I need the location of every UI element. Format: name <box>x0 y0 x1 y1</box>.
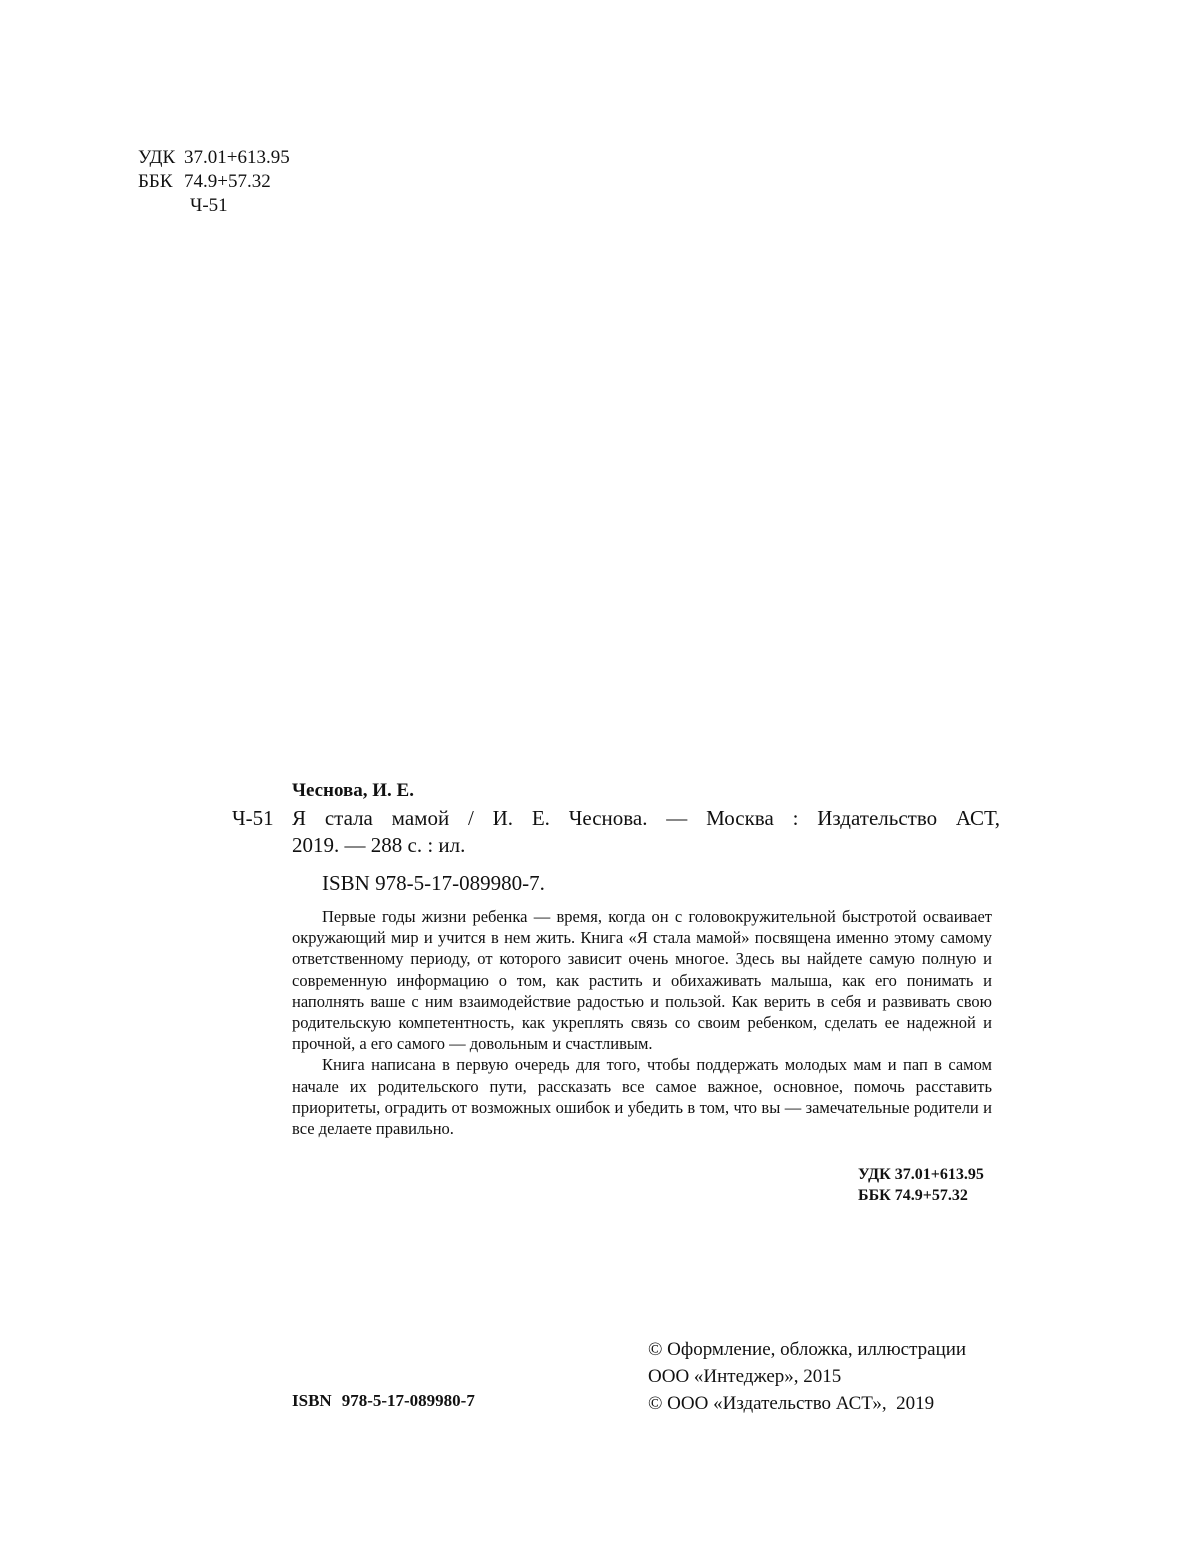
bbk-row <box>138 170 290 194</box>
bottom-udk: УДК 37.01+613.95 <box>858 1166 984 1183</box>
isbn-bottom-value: 978-5-17-089980-7 <box>341 1391 475 1410</box>
author-mark-side: Ч-51 <box>232 806 274 830</box>
udk-label: УДК <box>138 147 176 168</box>
isbn-bottom-label: ISBN <box>292 1391 332 1410</box>
isbn-bottom <box>292 1391 475 1411</box>
title-statement-line-2: 2019. — 288 с. : ил. <box>292 833 466 857</box>
top-classification-codes <box>138 146 290 218</box>
annotation <box>292 906 992 1139</box>
annotation-paragraph-2: Книга написана в первую очередь для того, чтобы поддержать молодых мам и пап в самом начале их родительского пути, рассказать все самое важное, основное, помочь расставить приоритеты, оградить от возможных ошибок и убедить в том, что вы — замечательные родители и все делаете правильно. <box>292 1055 992 1139</box>
copyright-line-3: © ООО «Издательство АСТ», 2019 <box>648 1393 935 1414</box>
title-statement-line-1: Я стала мамой / И. Е. Чеснова. — Москва : Издательство АСТ, <box>292 806 1000 830</box>
copyright-line-2: ООО «Интеджер», 2015 <box>648 1366 842 1387</box>
bbk-value: 74.9+57.32 <box>184 171 271 192</box>
author-heading: Чеснова, И. Е. <box>292 780 414 801</box>
annotation-paragraph-1: Первые годы жизни ребенка — время, когда он с головокружительной быстротой осваивает окружающий мир и учится в нем жить. Книга «Я стала мамой» посвящена именно этому самому ответственному периоду, от которого зависит очень многое. Здесь вы найдете самую полную и современную информацию о том, как растить и обихаживать малыша, как его понимать и наполнять ваше с ним взаимодействие радостью и пользой. Как верить в себя и развивать свою родительскую компетентность, как укреплять связь со своим ребенком, сделать ее надежной и прочной, а его самого — довольным и счастливым. <box>292 907 992 1054</box>
bottom-bbk: ББК 74.9+57.32 <box>858 1187 968 1204</box>
isbn-record: ISBN 978-5-17-089980-7. <box>322 871 545 895</box>
bottom-classification-codes <box>858 1164 984 1206</box>
udk-row <box>138 146 290 170</box>
copyright-line-1: © Оформление, обложка, иллюстрации <box>648 1339 967 1360</box>
copyright-block <box>648 1336 966 1417</box>
author-mark-top: Ч-51 <box>190 195 228 216</box>
udk-value: 37.01+613.95 <box>184 147 290 168</box>
bbk-label: ББК <box>138 171 173 192</box>
